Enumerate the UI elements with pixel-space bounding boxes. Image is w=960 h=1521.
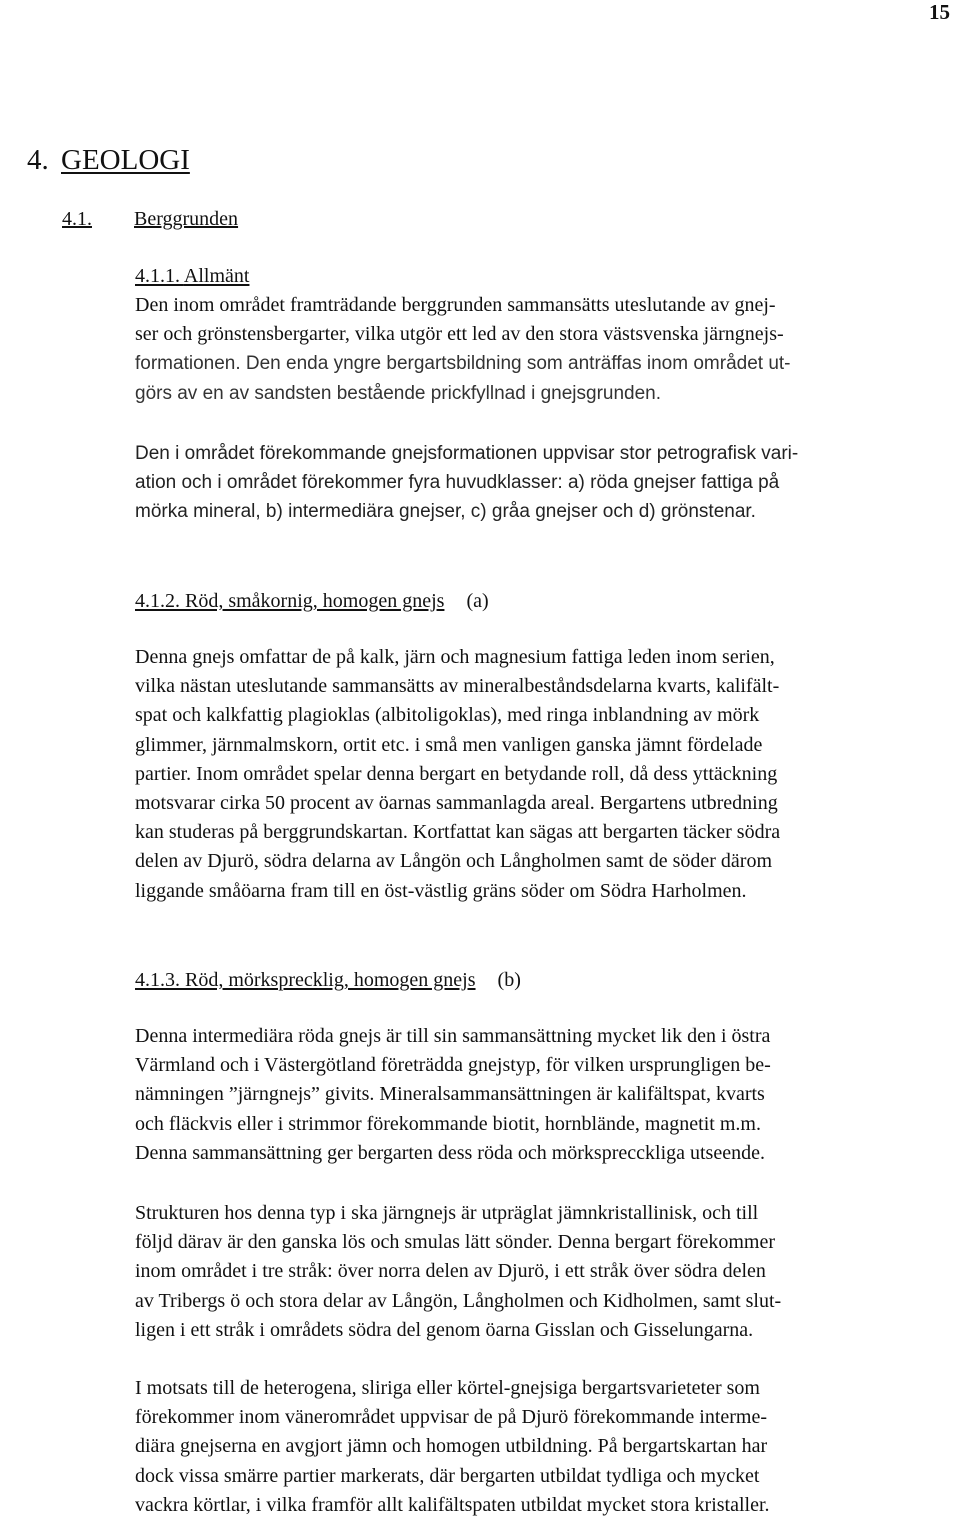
text-line: följd därav är den ganska lös och smulas lätt sönder. Denna bergart förekommer bbox=[135, 1231, 775, 1254]
text-line: vackra körtlar, i vilka framför allt kalifältspaten utbildat mycket stora kristaller. bbox=[135, 1493, 770, 1516]
text-line: I motsats till de heterogena, sliriga eller körtel-gnejsiga bergartsvarieteter som bbox=[135, 1377, 760, 1399]
text-line: ser och grönstensbergarter, vilka utgör ett led av den stora västsvenska järngnejs- bbox=[135, 323, 784, 346]
text-line: kan studeras på berggrundskartan. Kortfattat kan sägas att bergarten täcker södra bbox=[135, 821, 781, 844]
chapter-number: 4. bbox=[27, 144, 49, 176]
subsection-number: 4.1.3. bbox=[135, 969, 180, 991]
subsection-title: Allmänt bbox=[183, 265, 250, 287]
subsection-heading-allmant bbox=[135, 263, 249, 289]
text-line: av Tribergs ö och stora delar av Långön, Långholmen och Kidholmen, samt slut- bbox=[135, 1289, 782, 1312]
paragraph-allmant-1 bbox=[135, 291, 955, 408]
text-line: glimmer, järnmalmskorn, ortit etc. i små men vanligen ganska jämnt fördelade bbox=[135, 733, 763, 756]
chapter-title: GEOLOGI bbox=[61, 144, 190, 176]
subsection-tag: (b) bbox=[497, 969, 521, 991]
page-number: 15 bbox=[929, 0, 950, 24]
text-line: Denna sammansättning ger bergarten dess röda och mörksprecckliga utseende. bbox=[135, 1141, 765, 1164]
paragraph-allmant-2 bbox=[135, 439, 955, 527]
paragraph-rod-morkspracklig-1 bbox=[135, 1022, 955, 1168]
text-line: formationen. Den enda yngre bergartsbildning som anträffas inom området ut- bbox=[135, 353, 791, 375]
subsection-title: Röd, mörksprecklig, homogen gnejs bbox=[185, 969, 476, 991]
text-line: förekommer inom vänerområdet uppvisar de på Djurö förekommande interme- bbox=[135, 1406, 768, 1429]
text-line: liggande småöarna fram till en öst-västlig gräns söder om Södra Harholmen. bbox=[135, 879, 747, 902]
text-line: vilka nästan uteslutande sammansätts av mineralbeståndsdelarna kvarts, kalifält- bbox=[135, 675, 780, 698]
text-line: Den inom området framträdande berggrunden sammansätts uteslutande av gnej- bbox=[135, 294, 776, 316]
text-line: motsvarar cirka 50 procent av öarnas sammanlagda areal. Bergartens utbredning bbox=[135, 792, 778, 815]
text-line: ligen i ett stråk i områdets södra del genom öarna Gisslan och Gisselungarna. bbox=[135, 1318, 754, 1341]
subsection-number: 4.1.2. bbox=[135, 590, 180, 612]
text-line: och fläckvis eller i strimmor förekommande biotit, hornblände, magnetit m.m. bbox=[135, 1112, 761, 1135]
chapter-heading bbox=[27, 143, 190, 177]
subsection-tag: (a) bbox=[466, 590, 489, 612]
text-line: inom området i tre stråk: över norra delen av Djurö, i ett stråk över södra delen bbox=[135, 1260, 766, 1283]
section-number: 4.1. bbox=[62, 208, 92, 230]
text-line: Denna intermediära röda gnejs är till sin sammansättning mycket lik den i östra bbox=[135, 1025, 771, 1047]
subsection-title: Röd, småkornig, homogen gnejs bbox=[185, 590, 445, 612]
section-heading bbox=[62, 206, 238, 232]
text-line: Denna gnejs omfattar de på kalk, järn och magnesium fattiga leden inom serien, bbox=[135, 646, 775, 668]
text-line: spat och kalkfattig plagioklas (albitoligoklas), med ringa inblandning av mörk bbox=[135, 704, 760, 727]
subsection-heading-rod-smakornig bbox=[135, 588, 489, 614]
text-line: dock vissa smärre partier markerats, där bergarten utbildat tydliga och mycket bbox=[135, 1464, 760, 1487]
paragraph-rod-morkspracklig-2 bbox=[135, 1199, 955, 1345]
subsection-heading-rod-morkspracklig bbox=[135, 967, 521, 993]
text-line: ation och i området förekommer fyra huvudklasser: a) röda gnejser fattiga på bbox=[135, 472, 780, 494]
text-line: görs av en av sandsten bestående prickfyllnad i gnejsgrunden. bbox=[135, 382, 662, 404]
text-line: Strukturen hos denna typ i ska järngnejs är utpräglat jämnkristallinisk, och till bbox=[135, 1202, 759, 1224]
paragraph-rod-smakornig bbox=[135, 643, 955, 906]
text-line: delen av Djurö, södra delarna av Långön och Långholmen samt de söder därom bbox=[135, 850, 773, 873]
text-line: partier. Inom området spelar denna bergart en betydande roll, då dess yttäckning bbox=[135, 762, 778, 785]
text-line: Den i området förekommande gnejsformationen uppvisar stor petrografisk vari- bbox=[135, 443, 799, 464]
subsection-number: 4.1.1. bbox=[135, 265, 180, 287]
text-line: diära gnejserna en avgjort jämn och homogen utbildning. På bergartskartan har bbox=[135, 1435, 768, 1458]
section-title: Berggrunden bbox=[134, 208, 239, 230]
text-line: mörka mineral, b) intermediära gnejser, c) gråa gnejser och d) grönstenar. bbox=[135, 501, 756, 523]
text-line: nämningen ”järngnejs” givits. Mineralsammansättningen är kalifältspat, kvarts bbox=[135, 1083, 765, 1106]
text-line: Värmland och i Västergötland företrädda gnejstyp, för vilken ursprungligen be- bbox=[135, 1054, 771, 1077]
paragraph-rod-morkspracklig-3 bbox=[135, 1374, 955, 1520]
